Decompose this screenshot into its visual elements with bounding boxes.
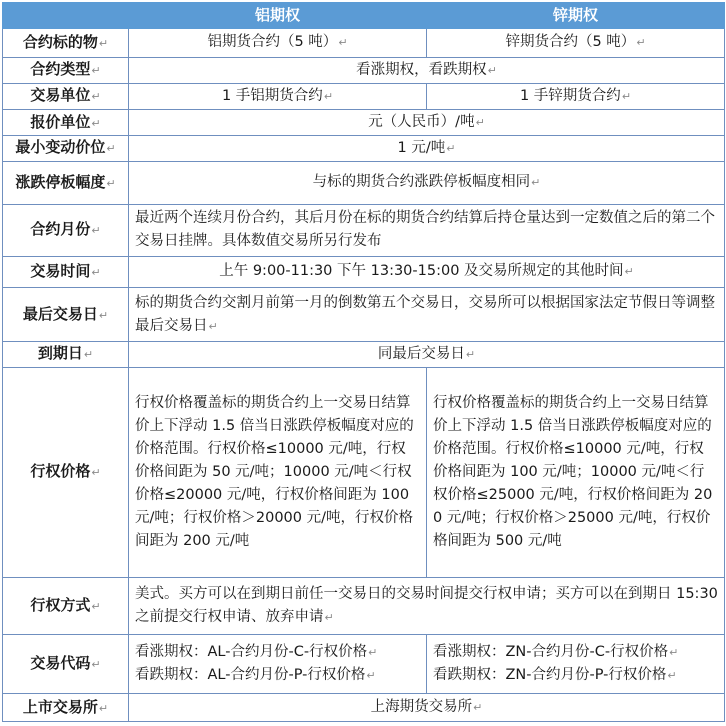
paragraph-mark: ↵ — [338, 36, 348, 50]
header-blank-cell — [3, 3, 129, 29]
paragraph-mark: ↵ — [98, 36, 109, 50]
row-price-limit — [3, 161, 725, 204]
cell-merged — [129, 341, 725, 367]
paragraph-mark: ↵ — [91, 90, 101, 104]
paragraph-mark: ↵ — [324, 611, 334, 625]
cell-zinc — [427, 83, 725, 110]
cell-text: 与标的期货合约涨跌停板幅度相同 — [312, 174, 531, 191]
paragraph-mark: ↵ — [636, 36, 646, 50]
paragraph-mark: ↵ — [98, 701, 109, 715]
row-trading-unit — [3, 83, 725, 110]
code-line — [433, 664, 718, 687]
code-line — [135, 664, 420, 687]
code-line — [135, 641, 420, 664]
row-label — [3, 83, 129, 110]
paragraph-mark: ↵ — [446, 141, 456, 155]
paragraph-mark: ↵ — [91, 224, 101, 238]
cell-text: 同最后交易日 — [377, 345, 465, 362]
cell-aluminum — [129, 29, 427, 58]
paragraph-mark: ↵ — [106, 176, 116, 190]
cell-text: 铝期货合约（5 吨） — [207, 34, 338, 51]
cell-text: 看跌期权：AL-合约月份-P-行权价格 — [135, 667, 366, 684]
paragraph-mark: ↵ — [91, 600, 101, 614]
row-quote-unit — [3, 110, 725, 136]
options-spec-table — [2, 2, 725, 722]
row-min-tick — [3, 136, 725, 162]
spec-table-container — [2, 2, 724, 722]
paragraph-mark: ↵ — [91, 658, 101, 672]
paragraph-mark: ↵ — [531, 176, 541, 190]
row-label — [3, 110, 129, 136]
row-label — [3, 288, 129, 342]
row-expiry — [3, 341, 725, 367]
cell-text: 标的期货合约交割月前第一月的倒数第五个交易日，交易所可以根据国家法定节假日等调整最后交易日 — [135, 294, 715, 334]
row-label-text: 报价单位 — [30, 112, 91, 131]
row-last-trading-day — [3, 288, 725, 342]
paragraph-mark: ↵ — [473, 701, 483, 715]
cell-merged — [129, 577, 725, 635]
row-label — [3, 161, 129, 204]
cell-text: 看涨期权，看跌期权 — [356, 61, 487, 78]
cell-merged — [129, 161, 725, 204]
paragraph-mark: ↵ — [465, 347, 476, 361]
cell-text: 1 元/吨 — [397, 139, 446, 156]
cell-merged — [129, 288, 725, 342]
code-line — [433, 641, 718, 664]
cell-merged — [129, 256, 725, 288]
row-label-text: 最后交易日 — [22, 304, 98, 323]
paragraph-mark: ↵ — [366, 669, 376, 683]
row-label-text: 到期日 — [37, 344, 83, 363]
cell-zinc — [427, 367, 725, 577]
paragraph-mark: ↵ — [91, 64, 101, 78]
row-exercise-style — [3, 577, 725, 635]
cell-aluminum — [129, 635, 427, 694]
cell-aluminum — [129, 367, 427, 577]
cell-text: 看涨期权：ZN-合约月份-C-行权价格 — [433, 644, 669, 661]
paragraph-mark: ↵ — [621, 89, 632, 103]
row-label-text: 交易单位 — [30, 86, 91, 105]
cell-merged — [129, 694, 725, 722]
cell-text: 最近两个连续月份合约，其后月份在标的期货合约结算后持仓量达到一定数值之后的第二个交易日挂牌。具体数值交易所另行发布 — [135, 210, 715, 250]
cell-zinc — [427, 635, 725, 694]
cell-text: 上午 9:00-11:30 下午 13:30-15:00 及交易所规定的其他时间 — [219, 263, 624, 280]
row-label-text: 行权方式 — [30, 596, 91, 615]
cell-merged — [129, 205, 725, 256]
row-label — [3, 577, 129, 635]
paragraph-mark: ↵ — [91, 265, 101, 279]
row-label — [3, 57, 129, 83]
table-header-row — [3, 3, 725, 29]
row-label — [3, 256, 129, 288]
cell-text: 锌期货合约（5 吨） — [505, 34, 636, 51]
cell-merged — [129, 110, 725, 136]
row-label — [3, 205, 129, 256]
row-underlying — [3, 29, 725, 58]
row-label-text: 涨跌停板幅度 — [15, 172, 106, 191]
paragraph-mark: ↵ — [106, 142, 116, 156]
row-label — [3, 136, 129, 162]
row-strike-price — [3, 367, 725, 577]
paragraph-mark: ↵ — [83, 348, 94, 362]
row-label-text: 合约类型 — [30, 60, 91, 79]
cell-text: 看跌期权：ZN-合约月份-P-行权价格 — [433, 667, 667, 684]
header-aluminum-options: 铝期权 — [129, 3, 427, 29]
cell-text: 1 手铝期货合约 — [221, 87, 323, 104]
cell-text: 看涨期权：AL-合约月份-C-行权价格 — [135, 644, 368, 661]
row-label-text: 交易代码 — [30, 654, 91, 673]
cell-text: 1 手锌期货合约 — [519, 87, 621, 104]
paragraph-mark: ↵ — [98, 308, 109, 322]
row-exchange — [3, 694, 725, 722]
row-trading-code — [3, 635, 725, 694]
row-label-text: 上市交易所 — [22, 697, 98, 716]
cell-text: 美式。买方可以在到期日前任一交易日的交易时间提交行权申请；买方可以在到期日 15:30 之前提交行权申请、放弃申请 — [135, 586, 718, 626]
row-label — [3, 367, 129, 577]
row-label-text: 合约标的物 — [22, 32, 98, 51]
paragraph-mark: ↵ — [667, 669, 677, 683]
cell-zinc — [427, 29, 725, 58]
paragraph-mark: ↵ — [487, 63, 497, 77]
paragraph-mark: ↵ — [91, 466, 101, 480]
cell-merged — [129, 57, 725, 83]
row-label-text: 最小变动价位 — [15, 138, 106, 157]
row-label — [3, 635, 129, 694]
paragraph-mark: ↵ — [208, 319, 218, 333]
header-zinc-options: 锌期权 — [427, 3, 725, 29]
row-label-text: 行权价格 — [30, 462, 91, 481]
row-label — [3, 29, 129, 58]
row-trading-hours — [3, 256, 725, 288]
cell-text: 元（人民币）/吨 — [368, 114, 475, 131]
paragraph-mark: ↵ — [368, 646, 378, 660]
paragraph-mark: ↵ — [624, 265, 634, 279]
row-label-text: 交易时间 — [30, 261, 91, 280]
paragraph-mark: ↵ — [669, 646, 679, 660]
paragraph-mark: ↵ — [475, 116, 485, 130]
cell-merged — [129, 136, 725, 162]
paragraph-mark: ↵ — [323, 89, 334, 103]
paragraph-mark: ↵ — [91, 116, 101, 130]
cell-text: 行权价格覆盖标的期货合约上一交易日结算价上下浮动 1.5 倍当日涨跌停板幅度对应的价格范围。行权价格≤10000 元/吨，行权价格间距为 50 元/吨；10000 元/吨＜行权价格≤20000 元/吨，行权价格间距为 100 元/吨；行权价格＞20000 元/吨，行权价格间距为 200 元/吨 — [135, 394, 414, 549]
cell-aluminum — [129, 83, 427, 110]
cell-text: 行权价格覆盖标的期货合约上一交易日结算价上下浮动 1.5 倍当日涨跌停板幅度对应的价格范围。行权价格≤10000 元/吨，行权价格间距为 100 元/吨；10000 元/吨＜行权价格≤25000 元/吨，行权价格间距为 200 元/吨；行权价格＞25000 元/吨，行权价格间距为 500 元/吨 — [433, 394, 713, 549]
row-label — [3, 341, 129, 367]
row-contract-months — [3, 205, 725, 256]
row-label-text: 合约月份 — [30, 220, 91, 239]
row-label — [3, 694, 129, 722]
cell-text: 上海期货交易所 — [370, 699, 473, 716]
row-contract-type — [3, 57, 725, 83]
